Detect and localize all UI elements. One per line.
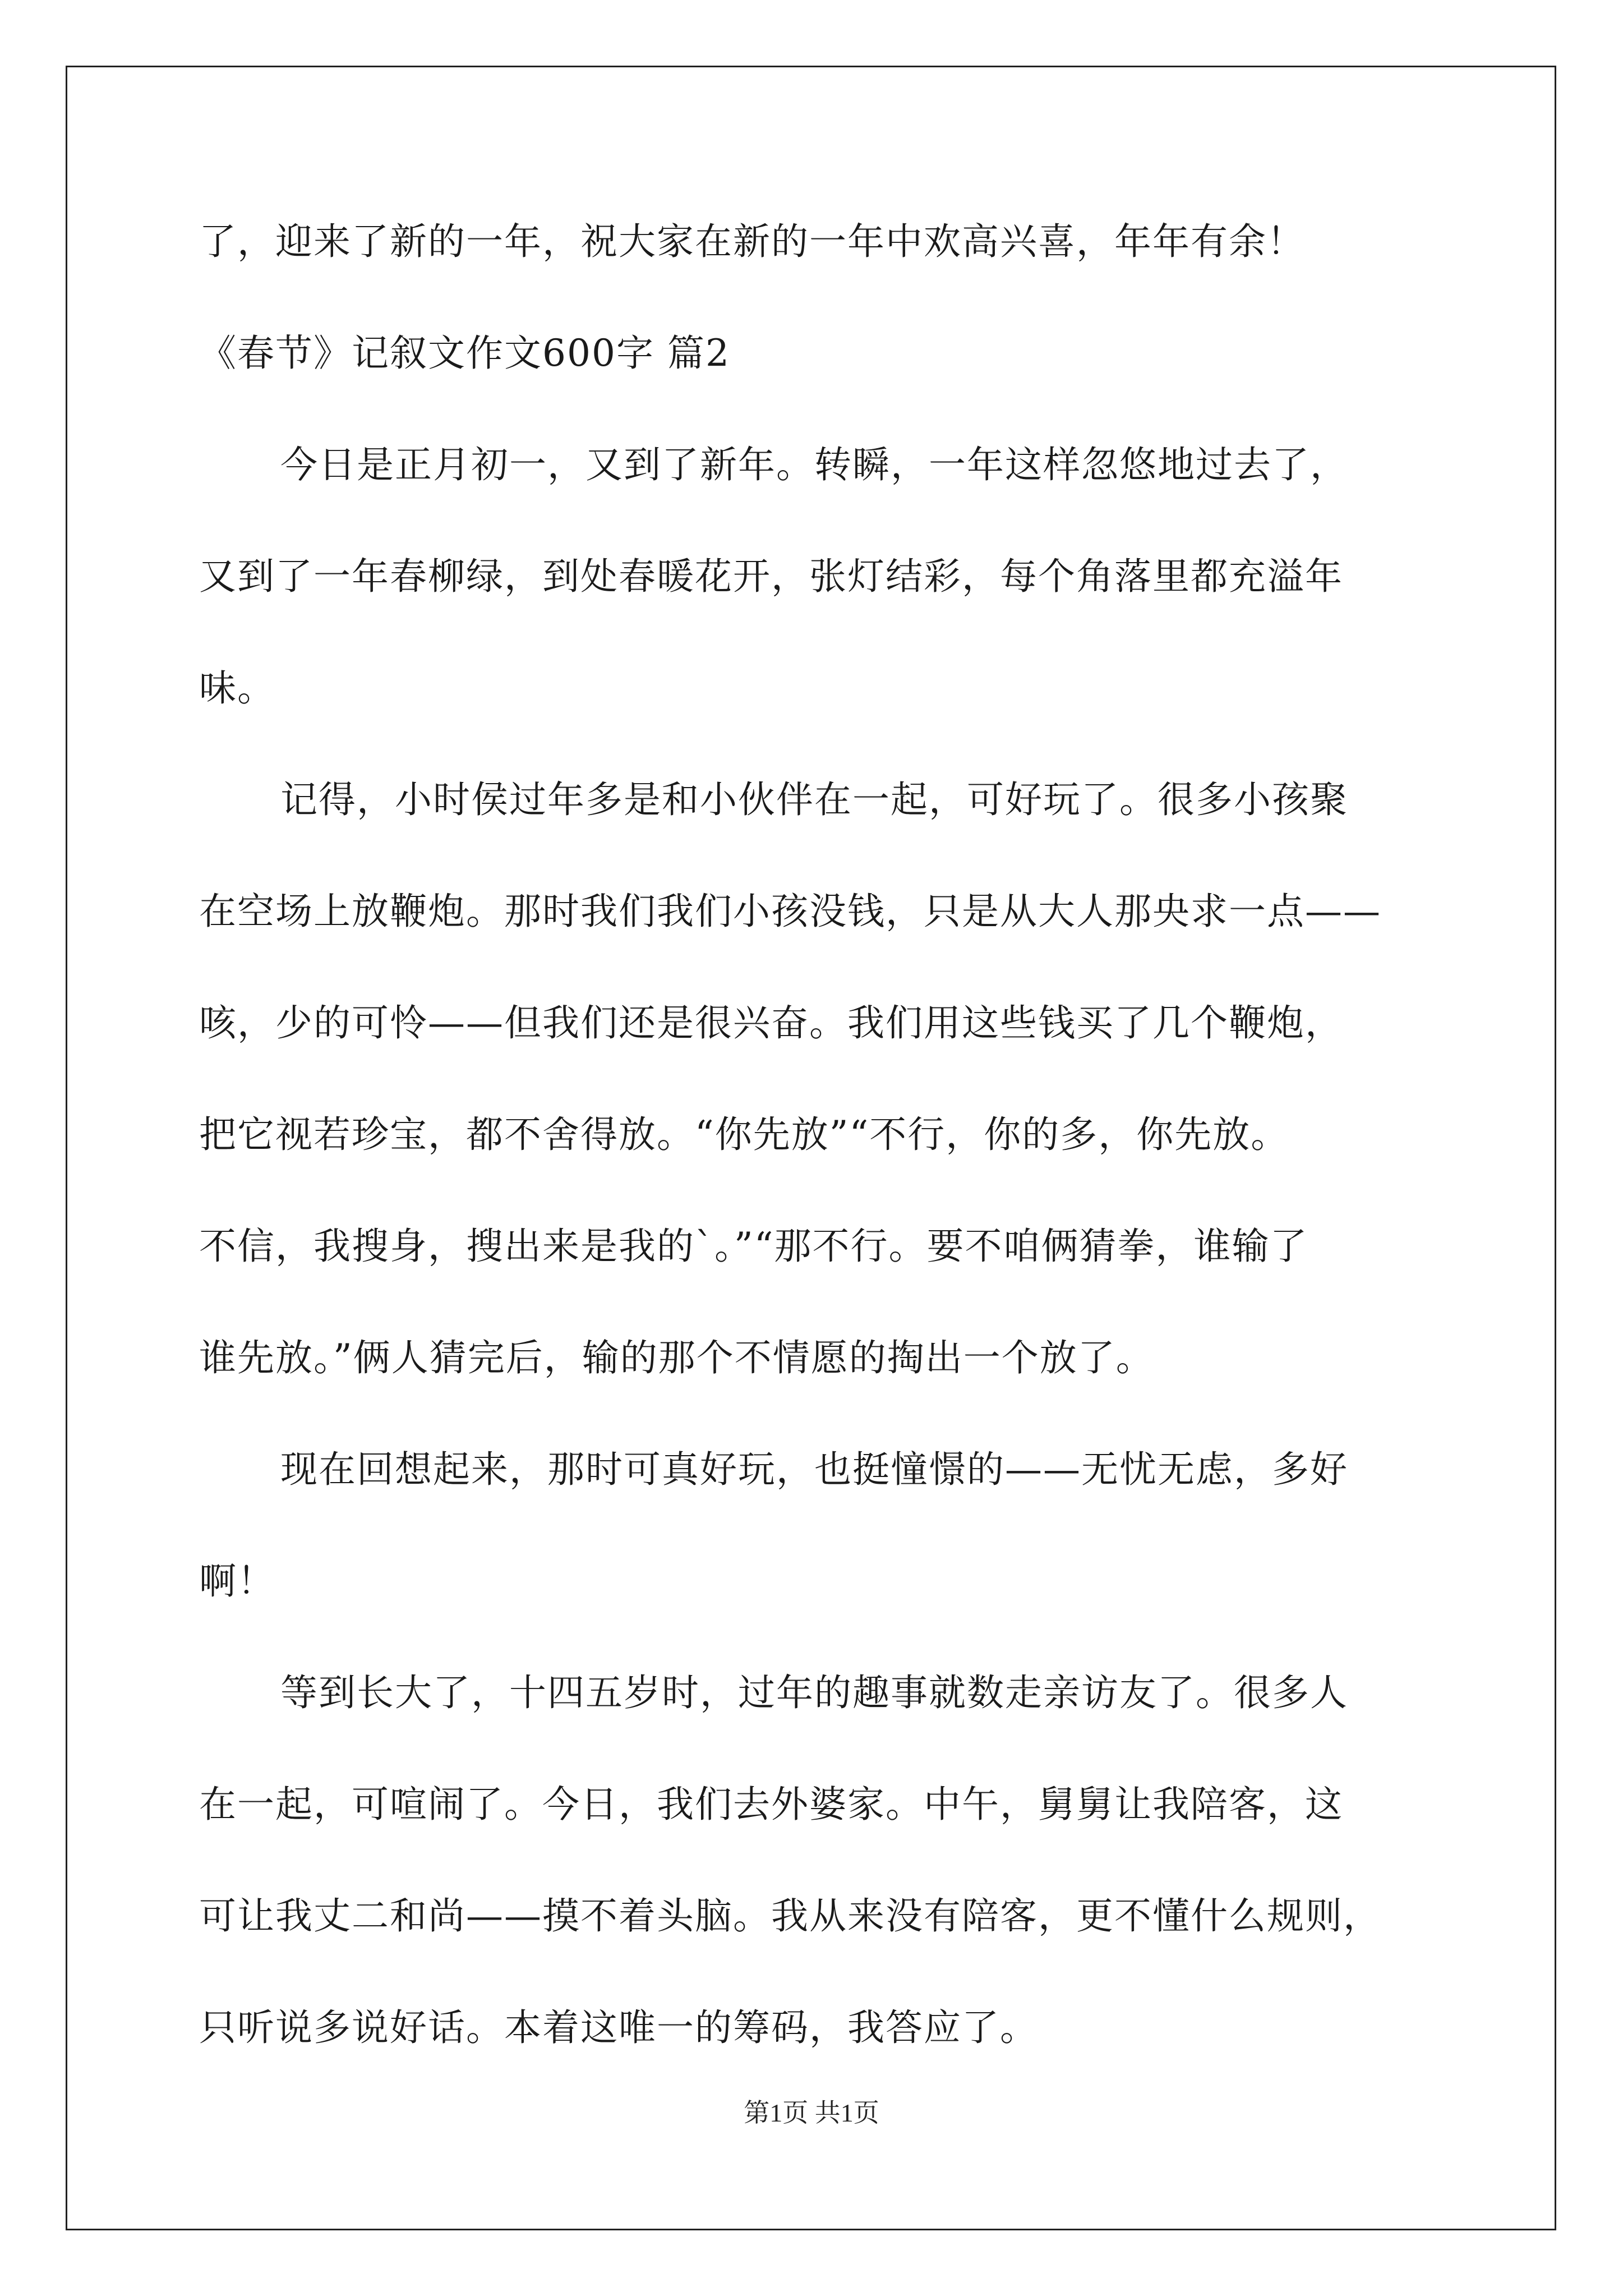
- paragraph-line: 不信，我搜身，搜出来是我的`。”“那不行。要不咱俩猜拳，谁输了: [199, 1225, 1308, 1268]
- paragraph-line: 在一起，可喧闹了。今日，我们去外婆家。中午，舅舅让我陪客，这: [199, 1783, 1343, 1826]
- paragraph-line: 只听说多说好话。本着这唯一的筹码，我答应了。: [199, 2006, 1038, 2049]
- paragraph-line: 谁先放。”俩人猜完后，输的那个不情愿的掏出一个放了。: [199, 1336, 1154, 1379]
- paragraph-line: 可让我丈二和尚——摸不着头脑。我从来没有陪客，更不懂什么规则，: [199, 1894, 1381, 1938]
- paragraph-line: 现在回想起来，那时可真好玩，也挺憧憬的——无忧无虑，多好: [280, 1448, 1348, 1491]
- paragraph-line: 在空场上放鞭炮。那时我们我们小孩没钱，只是从大人那央求一点——: [199, 890, 1381, 933]
- paragraph-line: 了，迎来了新的一年，祝大家在新的一年中欢高兴喜，年年有余！: [199, 220, 1305, 263]
- paragraph-line: 又到了一年春柳绿，到处春暖花开，张灯结彩，每个角落里都充溢年: [199, 555, 1343, 598]
- paragraph-line: 等到长大了，十四五岁时，过年的趣事就数走亲访友了。很多人: [280, 1671, 1348, 1714]
- paragraph-line: 啊！: [199, 1559, 275, 1603]
- page-number-footer: 第1页 共1页: [744, 2099, 879, 2127]
- paragraph-line: 味。: [199, 666, 275, 710]
- paragraph-line: 咳，少的可怜——但我们还是很兴奋。我们用这些钱买了几个鞭炮，: [199, 1001, 1343, 1045]
- section-heading: 《春节》记叙文作文600字 篇2: [199, 332, 730, 375]
- paragraph-line: 今日是正月初一，又到了新年。转瞬，一年这样忽悠地过去了，: [280, 443, 1348, 486]
- paragraph-line: 把它视若珍宝，都不舍得放。“你先放”“不行，你的多，你先放。: [199, 1113, 1289, 1156]
- document-body: [199, 213, 1433, 2056]
- paragraph-line: 记得，小时侯过年多是和小伙伴在一起，可好玩了。很多小孩聚: [280, 778, 1348, 821]
